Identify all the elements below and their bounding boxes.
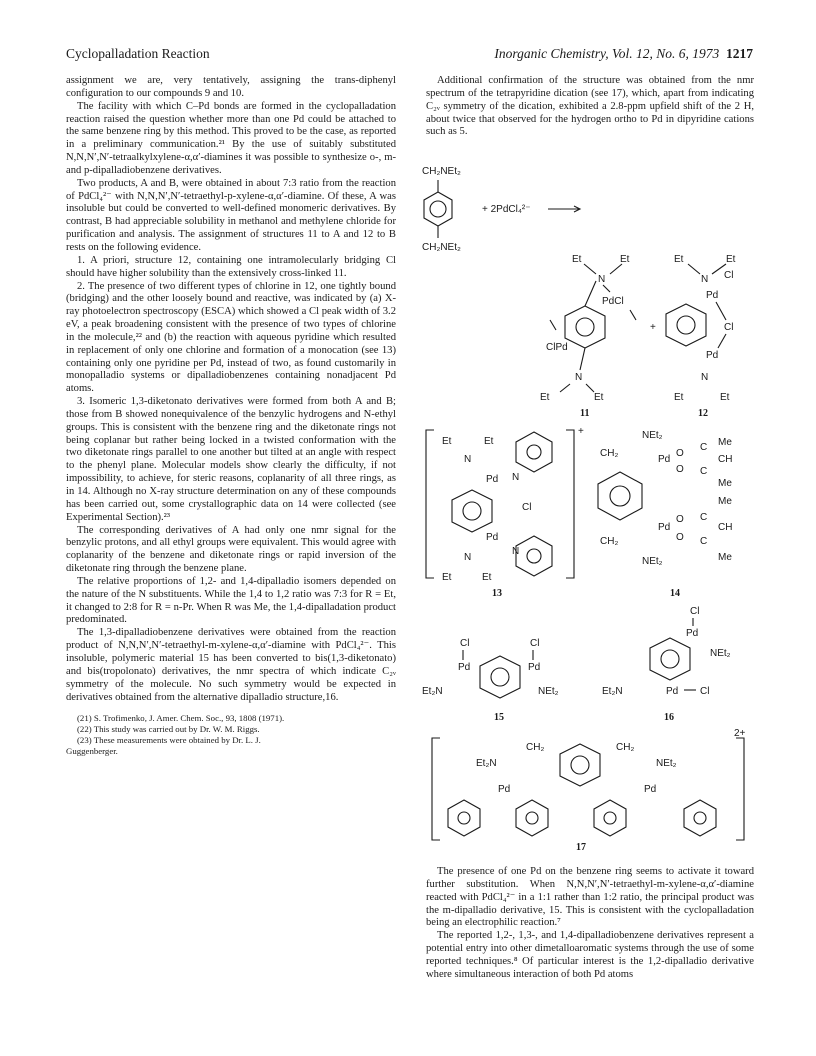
journal-citation: Inorganic Chemistry, Vol. 12, No. 6, 1973 1217 bbox=[494, 46, 753, 61]
atom-label: Pd bbox=[706, 350, 719, 361]
atom-label: Et₂N bbox=[476, 758, 497, 769]
footnote: (22) This study was carried out by Dr. W. M. Riggs. bbox=[77, 724, 260, 735]
running-head: Cyclopalladation Reaction bbox=[66, 46, 210, 61]
atom-label: Et bbox=[572, 254, 582, 265]
compound-number: 11 bbox=[580, 408, 590, 419]
atom-label: CH₂ bbox=[600, 536, 619, 547]
atom-label: CH bbox=[718, 454, 733, 465]
charge: + bbox=[578, 426, 584, 437]
atom-label: NEt₂ bbox=[538, 686, 559, 697]
atom-label: Cl bbox=[530, 638, 540, 649]
atom-label: Et₂N bbox=[422, 686, 443, 697]
atom-label: Et bbox=[674, 392, 684, 403]
atom-label: Et bbox=[482, 572, 492, 583]
atom-label: N bbox=[575, 372, 583, 383]
atom-label: Et bbox=[484, 436, 494, 447]
atom-label: Pd bbox=[458, 662, 471, 673]
atom-label: N bbox=[701, 372, 709, 383]
atom-label: C bbox=[700, 536, 708, 547]
atom-label: Pd bbox=[658, 522, 671, 533]
paragraph: Additional confirmation of the structure was obtained from the nmr spectrum of the tetrapyridine dication (see 17), which, apart from indicating C₂ᵥ symmetry of the dication, exhibited a 2.8-ppm upfield shift of the 2 H, about twice that observed for the hydrogen ortho to Pd in dipyridine cations such as 5. bbox=[426, 75, 754, 138]
reactant-structure bbox=[422, 166, 580, 253]
atom-label: NEt₂ bbox=[642, 556, 663, 567]
atom-label: Me bbox=[718, 478, 732, 489]
structure-11 bbox=[540, 254, 636, 419]
paragraph: The corresponding derivatives of A had only one nmr signal for the benzylic protons, and all ethyl groups were equivalent. This would agree with coplanarity of the benzene and diketonate rings or rapid inversion of the diketonate ring through the benzene plane. bbox=[66, 524, 396, 575]
atom-label: C bbox=[700, 442, 708, 453]
structure-13 bbox=[426, 426, 584, 599]
atom-label: Pd bbox=[658, 454, 671, 465]
atom-label: O bbox=[676, 448, 684, 459]
atom-label: Et bbox=[720, 392, 730, 403]
compound-number: 15 bbox=[494, 712, 504, 723]
left-column bbox=[66, 75, 396, 757]
atom-label: Cl bbox=[724, 270, 734, 281]
atom-label: O bbox=[676, 514, 684, 525]
footnotes bbox=[66, 713, 396, 757]
atom-label: N bbox=[701, 274, 709, 285]
atom-label: Cl bbox=[700, 686, 710, 697]
atom-label: CH₂ bbox=[616, 742, 635, 753]
atom-label: ClPd bbox=[546, 342, 568, 353]
paragraph: The reported 1,2-, 1,3-, and 1,4-dipalladiobenzene derivatives represent a potential entry into other dimetalloaromatic systems through the use of some reported techniques.⁸ Of particular interest is the 1,2-dipalladio derivative where simultaneous interaction of both Pd atoms bbox=[426, 930, 754, 980]
atom-label: Cl bbox=[724, 322, 734, 333]
compound-number: 17 bbox=[576, 842, 586, 850]
structure-16 bbox=[602, 606, 731, 723]
atom-label: NEt₂ bbox=[710, 648, 731, 659]
footnote: Guggenberger. bbox=[66, 746, 118, 757]
right-column-top bbox=[426, 75, 754, 139]
atom-label: N bbox=[512, 546, 520, 557]
atom-label: Me bbox=[718, 496, 732, 507]
reactant-substituent-bottom: CH₂NEt₂ bbox=[422, 242, 461, 253]
atom-label: Et bbox=[620, 254, 630, 265]
paragraph: The 1,3-dipalladiobenzene derivatives were obtained from the reaction product of N,N,N′,N′-tetraethyl-m-xylene-α,α′-diamine with PdCl₄²⁻. This insoluble, polymeric material 15 has been converted to bis(1,3-diketonato) and bis(tropolonato) derivatives, the nmr spectra of which indicate C₂ᵥ symmetry of the molecule. No such symmetry would be expected in derivatives obtained from the alternative dipalladio structure,16. bbox=[66, 627, 396, 703]
evidence-item: 2. The presence of two different types of chlorine in 12, one tightly bound (bridging) and the other loosely bound and reactive, was indicated by (a) X-ray photoelectron spectroscopy (ESCA) which showed a Cl peak width of 3.2 eV, a peak broadening consistent with the presence of two types of chlorine in the molecule,²² and (b) the reaction with aqueous pyridine which resulted in replacement of only one chlorine and formation of a monocation (see 13) containing only one pyridine per Pd, instead of two, as found customarily in monopalladio systems or dipalladiobenzenes containing nonadjacent Pd atoms. bbox=[66, 280, 396, 395]
atom-label: Pd bbox=[666, 686, 679, 697]
reactant-substituent-top: CH₂NEt₂ bbox=[422, 166, 461, 177]
atom-label: Pd bbox=[644, 784, 657, 795]
paragraph: The facility with which C–Pd bonds are formed in the cyclopalladation reaction raised the question whether more than one Pd could be attached to the same benzene ring by this method. This proved to be the case, as reported in a preliminary communication.²¹ By the use of suitably substituted N,N,N′,N′-tetraalkylxylene-α,α′-diamines it was possible to synthesize o-, m- and p-dipalladiobenzene derivatives. bbox=[66, 100, 396, 176]
paragraph: The relative proportions of 1,2- and 1,4-dipalladio isomers depended on the nature of the N substituents. While the 1,4 to 1,2 ratio was 7:3 for R = Et, it changed to 2:8 for R = n-Pr. When R was Me, the 1,4-dipalladation product predominated. bbox=[66, 575, 396, 626]
compound-number: 12 bbox=[698, 408, 708, 419]
reaction-scheme bbox=[420, 160, 760, 850]
footnote: (23) These measurements were obtained by Dr. L. J. bbox=[77, 735, 261, 746]
right-column-bottom bbox=[426, 866, 754, 982]
atom-label: Et bbox=[594, 392, 604, 403]
atom-label: O bbox=[676, 532, 684, 543]
atom-label: Pd bbox=[686, 628, 699, 639]
atom-label: Et bbox=[442, 572, 452, 583]
paragraph: The presence of one Pd on the benzene ring seems to activate it toward further substitution. When N,N,N′,N′-tetraethyl-m-xylene-α,α′-diamine reacted with PdCl₄²⁻ in a 1:1 rather than 1:2 ratio, the principal product was the m-dipalladio derivative, 15. This is consistent with the cyclopalladation being an electrophilic reaction.⁷ bbox=[426, 866, 754, 929]
atom-label: C bbox=[700, 466, 708, 477]
compound-number: 13 bbox=[492, 588, 502, 599]
atom-label: Et₂N bbox=[602, 686, 623, 697]
atom-label: Cl bbox=[690, 606, 700, 617]
atom-label: Pd bbox=[486, 532, 499, 543]
atom-label: N bbox=[464, 552, 472, 563]
atom-label: Pd bbox=[498, 784, 511, 795]
compound-number: 16 bbox=[664, 712, 674, 723]
structure-17 bbox=[432, 728, 746, 850]
paragraph: assignment we are, very tentatively, assigning the trans-diphenyl configuration to our compounds 9 and 10. bbox=[66, 75, 396, 99]
compound-number: 14 bbox=[670, 588, 680, 599]
atom-label: N bbox=[464, 454, 472, 465]
atom-label: O bbox=[676, 464, 684, 475]
atom-label: N bbox=[598, 274, 606, 285]
atom-label: PdCl bbox=[602, 296, 624, 307]
reagent-label: + 2PdCl₄²⁻ bbox=[482, 204, 531, 215]
page-number: 1217 bbox=[726, 46, 753, 61]
atom-label: Cl bbox=[522, 502, 532, 513]
atom-label: Et bbox=[674, 254, 684, 265]
atom-label: Me bbox=[718, 437, 732, 448]
atom-label: CH₂ bbox=[526, 742, 545, 753]
atom-label: NEt₂ bbox=[656, 758, 677, 769]
atom-label: Pd bbox=[528, 662, 541, 673]
structure-14 bbox=[598, 430, 732, 599]
paragraph: Two products, A and B, were obtained in about 7:3 ratio from the reaction of PdCl₄²⁻ with N,N,N′,N′-tetraethyl-p-xylene-α,α′-diamine. Of these, A was insoluble but could be converted to well-defined monomeric derivatives. By contrast, B had appreciable solubility in methanol and methylene chloride for purification and analysis. The assignment of structures 11 to A and 12 to B rests on the following evidence. bbox=[66, 177, 396, 253]
atom-label: Et bbox=[726, 254, 736, 265]
evidence-item: 1. A priori, structure 12, containing one intramolecularly bridging Cl should have higher solubility than the extensively cross-linked 11. bbox=[66, 254, 396, 279]
structure-12 bbox=[666, 254, 736, 419]
atom-label: CH₂ bbox=[600, 448, 619, 459]
atom-label: Cl bbox=[460, 638, 470, 649]
plus-sign: + bbox=[650, 322, 656, 333]
atom-label: Et bbox=[442, 436, 452, 447]
atom-label: Et bbox=[540, 392, 550, 403]
atom-label: Me bbox=[718, 552, 732, 563]
atom-label: C bbox=[700, 512, 708, 523]
charge: 2+ bbox=[734, 728, 746, 739]
footnote: (21) S. Trofimenko, J. Amer. Chem. Soc., 93, 1808 (1971). bbox=[77, 713, 285, 724]
atom-label: Pd bbox=[486, 474, 499, 485]
atom-label: N bbox=[512, 472, 520, 483]
atom-label: NEt₂ bbox=[642, 430, 663, 441]
structure-15 bbox=[422, 638, 559, 723]
atom-label: Pd bbox=[706, 290, 719, 301]
evidence-item: 3. Isomeric 1,3-diketonato derivatives were formed from both A and B; those from B showed nonequivalence of the benzylic hydrogens and N-ethyl groups. This is consistent with the benzene ring and the diketonate rings not being coplanar but rather being locked in a twisted conformation with the two diketonate rings parallel to one another but tilted at an angle with respect to the phenyl plane. Molecular models show clearly the difficulty, if not impossibility, to achieve, for steric reasons, coplanarity of all three rings, as in 14. Although no X-ray structure determination on any of these compounds has been carried out, some crystallographic data on 14 were collected (see Experimental Section).²³ bbox=[66, 396, 396, 523]
atom-label: CH bbox=[718, 522, 733, 533]
